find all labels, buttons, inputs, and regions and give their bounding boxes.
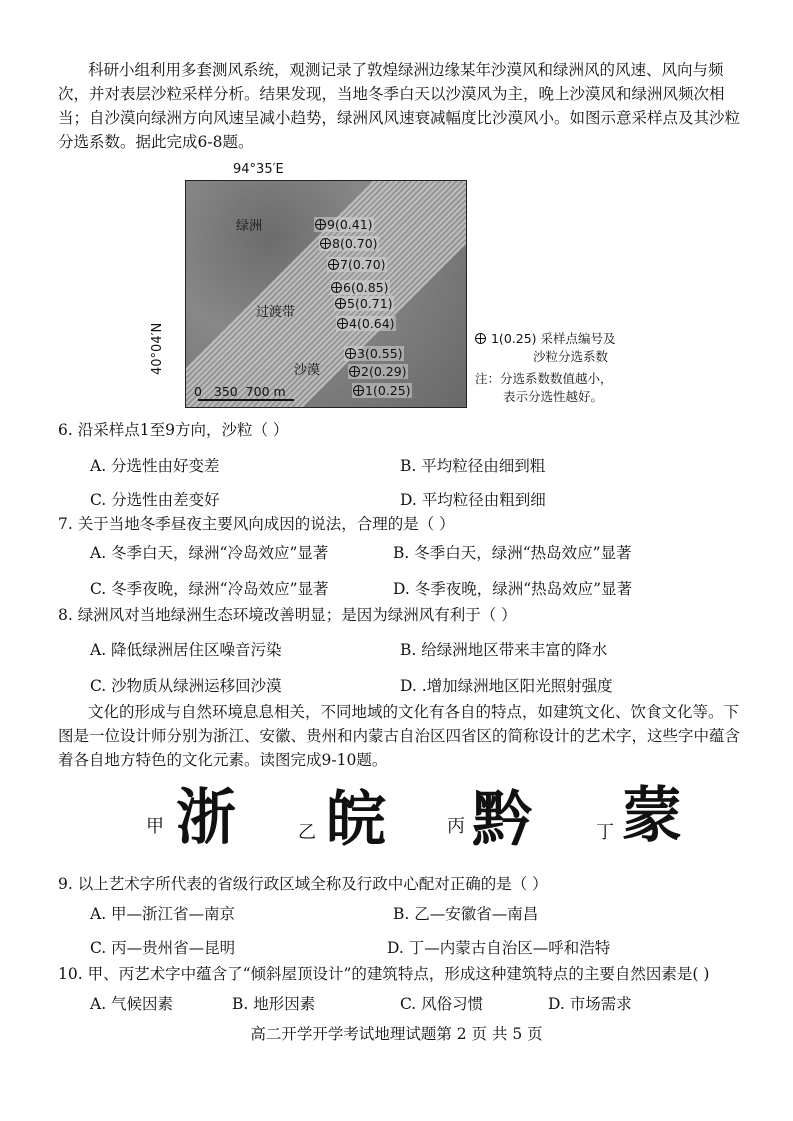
sample-point-1: 1(0.25)	[352, 383, 412, 398]
intro-paragraph-2: 文化的形成与自然环境息息相关，不同地域的文化有各自的特点，如建筑文化、饮食文化等。下图是一位设计师分别为浙江、安徽、贵州和内蒙古自治区四省区的简称设计的艺术字，这些字中蕴含着各自地方特色的文化元素。读图完成9-10题。	[58, 703, 741, 769]
question-6-stem: 6. 沿采样点1至9方向，沙粒（ ）	[58, 421, 289, 439]
q6-option-c[interactable]: C. 分选性由差变好	[90, 491, 220, 509]
art-character-wan: 皖	[326, 785, 384, 855]
q6-option-d[interactable]: D. 平均粒径由粗到细	[400, 491, 546, 509]
question-9-stem: 9. 以上艺术字所代表的省级行政区域全称及行政中心配对正确的是（ ）	[58, 875, 548, 893]
q9-option-a[interactable]: A. 甲—浙江省—南京	[90, 905, 236, 923]
q7-option-a[interactable]: A. 冬季白天，绿洲“冷岛效应”显著	[90, 544, 329, 562]
scale-bar: 0 350 700 m	[194, 384, 286, 399]
q10-option-d[interactable]: D. 市场需求	[548, 995, 632, 1013]
transition-zone-band	[185, 180, 467, 408]
q7-option-b[interactable]: B. 冬季白天，绿洲“热岛效应”显著	[393, 544, 632, 562]
intro-paragraph-1: 科研小组利用多套测风系统，观测记录了敦煌绿洲边缘某年沙漠风和绿洲风的风速、风向与频次，并对表层沙粒采样分析。结果发现，当地冬季白天以沙漠风为主，晚上沙漠风和绿洲风频次相当；自沙漠向绿洲方向风速呈减小趋势，绿洲风风速衰减幅度比沙漠风小。如图示意采样点及其沙粒分选系数。据此完成6-8题。	[58, 61, 741, 151]
map-legend: 1(0.25) 采样点编号及 沙粒分选系数 注：分选系数数值越小， 表示分选性越好。	[475, 331, 616, 404]
sample-point-4: 4(0.64)	[336, 316, 396, 331]
sample-point-icon	[345, 348, 356, 359]
art-character-meng: 蒙	[622, 781, 680, 851]
q8-option-a[interactable]: A. 降低绿洲居住区噪音污染	[90, 641, 282, 659]
sample-point-icon	[328, 259, 339, 270]
q6-option-a[interactable]: A. 分选性由好变差	[90, 457, 220, 475]
question-10-stem: 10. 甲、丙艺术字中蕴含了“倾斜屋顶设计”的建筑特点，形成这种建筑特点的主要自然因素是( )	[58, 965, 710, 983]
map-latitude-label: 40°04′N	[150, 322, 165, 375]
sample-point-9: 9(0.41)	[314, 217, 374, 232]
sample-point-6: 6(0.85)	[330, 280, 390, 295]
q8-option-d[interactable]: D. .增加绿洲地区阳光照射强度	[400, 677, 613, 695]
art-label-yi: 乙	[298, 822, 316, 843]
art-character-qian: 黔	[472, 785, 530, 855]
q9-option-c[interactable]: C. 丙—贵州省—昆明	[90, 939, 236, 957]
art-label-bing: 丙	[447, 816, 465, 837]
art-label-jia: 甲	[146, 816, 164, 837]
oasis-label: 绿洲	[236, 219, 263, 234]
q7-option-c[interactable]: C. 冬季夜晚，绿洲“冷岛效应”显著	[90, 580, 329, 598]
sample-point-icon	[315, 219, 326, 230]
question-8-stem: 8. 绿洲风对当地绿洲生态环境改善明显；是因为绿洲风有利于（ ）	[58, 606, 517, 624]
sample-point-icon	[475, 333, 486, 344]
q6-option-b[interactable]: B. 平均粒径由细到粗	[400, 457, 546, 475]
q8-option-b[interactable]: B. 给绿洲地区带来丰富的降水	[400, 641, 608, 659]
sample-point-icon	[335, 298, 346, 309]
sample-point-3: 3(0.55)	[344, 346, 404, 361]
art-character-zhe: 浙	[176, 783, 234, 853]
desert-label: 沙漠	[294, 363, 321, 378]
sample-point-8: 8(0.70)	[319, 236, 379, 251]
question-7-stem: 7. 关于当地冬季昼夜主要风向成因的说法，合理的是（ ）	[58, 515, 455, 533]
map-note: 注：分选系数数值越小，	[475, 371, 613, 386]
sample-point-5: 5(0.71)	[334, 296, 394, 311]
sample-point-icon	[353, 385, 364, 396]
q10-option-a[interactable]: A. 气候因素	[90, 995, 174, 1013]
q7-option-d[interactable]: D. 冬季夜晚，绿洲“热岛效应”显著	[393, 580, 633, 598]
sample-point-icon	[331, 282, 342, 293]
map-longitude-label: 94°35′E	[233, 162, 284, 177]
sample-point-7: 7(0.70)	[327, 257, 387, 272]
sample-point-icon	[337, 318, 348, 329]
scale-bar-line	[198, 399, 294, 401]
q8-option-c[interactable]: C. 沙物质从绿洲运移回沙漠	[90, 677, 282, 695]
page-footer: 高二开学开学考试地理试题第 2 页 共 5 页	[250, 1025, 543, 1043]
sampling-map	[185, 180, 467, 408]
sample-point-2: 2(0.29)	[348, 364, 408, 379]
q9-option-d[interactable]: D. 丁—内蒙古自治区—呼和浩特	[387, 939, 611, 957]
q10-option-b[interactable]: B. 地形因素	[232, 995, 316, 1013]
transition-label: 过渡带	[256, 305, 296, 320]
sample-point-icon	[349, 366, 360, 377]
art-label-ding: 丁	[596, 822, 614, 843]
sample-point-icon	[320, 238, 331, 249]
q9-option-b[interactable]: B. 乙—安徽省—南昌	[393, 905, 539, 923]
q10-option-c[interactable]: C. 风俗习惯	[400, 995, 484, 1013]
